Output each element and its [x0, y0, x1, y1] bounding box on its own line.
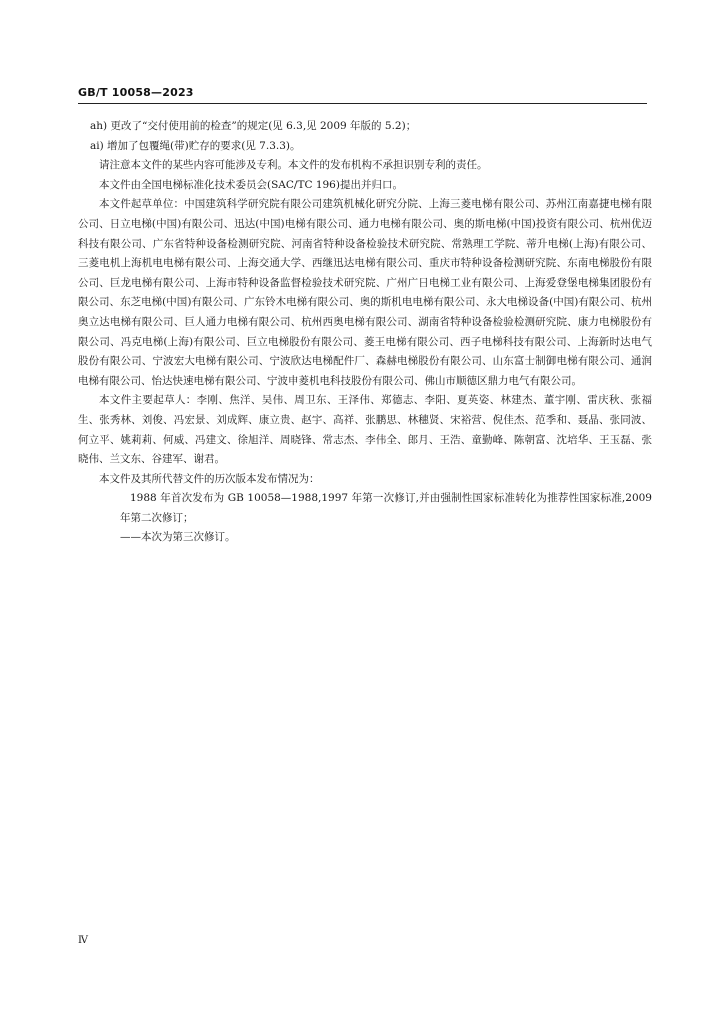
history-item-first: 1988 年首次发布为 GB 10058—1988,1997 年第一次修订,并由强制性国家标准转化为推荐性国家标准,2009 年第二次修订；: [120, 492, 652, 524]
change-item-ai: ai) 增加了包覆绳(带)贮存的要求(见 7.3.3)。: [90, 139, 301, 152]
history-item-current: ——本次为第三次修订。: [120, 531, 236, 544]
drafting-organizations: 本文件起草单位：中国建筑科学研究院有限公司建筑机械化研究分院、上海三菱电梯有限公司、苏州江南嘉捷电梯有限公司、日立电梯(中国)有限公司、迅达(中国)电梯有限公司、通力电梯有限公司、奥的斯电梯(中国)投资有限公司、杭州优迈科技有限公司、广东省特种设备检测研究院、河南省特种设备检验技术研究院、常熟理工学院、蒂升电梯(上海)有限公司、三菱电机上海机电电梯有限公司、上海交通大学、西继迅达电梯有限公司、重庆市特种设备检测研究院、东南电梯股份有限公司、巨龙电梯有限公司、上海市特种设备监督检验技术研究院、广州广日电梯工业有限公司、上海爱登堡电梯集团股份有限公司、东芝电梯(中国)有限公司、广东铃木电梯有限公司、奥的斯机电电梯有限公司、永大电梯设备(中国)有限公司、杭州奥立达电梯有限公司、巨人通力电梯有限公司、杭州西奥电梯有限公司、湖南省特种设备检验检测研究院、康力电梯股份有限公司、冯克电梯(上海)有限公司、巨立电梯股份有限公司、菱王电梯有限公司、西子电梯科技有限公司、上海新时达电气股份有限公司、宁波宏大电梯有限公司、宁波欣达电梯配件厂、森赫电梯股份有限公司、山东富士制御电梯有限公司、通润电梯有限公司、怡达快速电梯有限公司、宁波申菱机电科技股份有限公司、佛山市顺德区鼎力电气有限公司。: [78, 198, 652, 387]
standard-number-header: GB/T 10058—2023: [78, 86, 194, 99]
proposer-statement: 本文件由全国电梯标准化技术委员会(SAC/TC 196)提出并归口。: [99, 178, 403, 191]
change-item-ah: ah) 更改了“交付使用前的检查”的规定(见 6.3,见 2009 年版的 5.2)；: [90, 120, 417, 132]
document-body: [78, 117, 652, 548]
page-number: Ⅳ: [78, 935, 88, 946]
header-rule: [78, 103, 647, 104]
main-drafters: 本文件主要起草人：李刚、焦洋、吴伟、周卫东、王泽伟、郑德志、李阳、夏英姿、林建杰、董宇刚、雷庆秋、张福生、张秀林、刘俊、冯宏景、刘成辉、康立贵、赵宇、高祥、张鹏思、林穗贤、宋裕营、倪佳杰、范季和、聂晶、张同波、何立平、姚莉莉、何威、冯建文、徐旭洋、周晓锋、常志杰、李伟全、郎月、王浩、童勤峰、陈朝富、沈培华、王玉磊、张晓伟、兰文东、谷建军、谢君。: [78, 394, 652, 466]
patent-notice: 请注意本文件的某些内容可能涉及专利。本文件的发布机构不承担识别专利的责任。: [99, 159, 488, 172]
history-intro: 本文件及其所代替文件的历次版本发布情况为：: [99, 472, 320, 485]
